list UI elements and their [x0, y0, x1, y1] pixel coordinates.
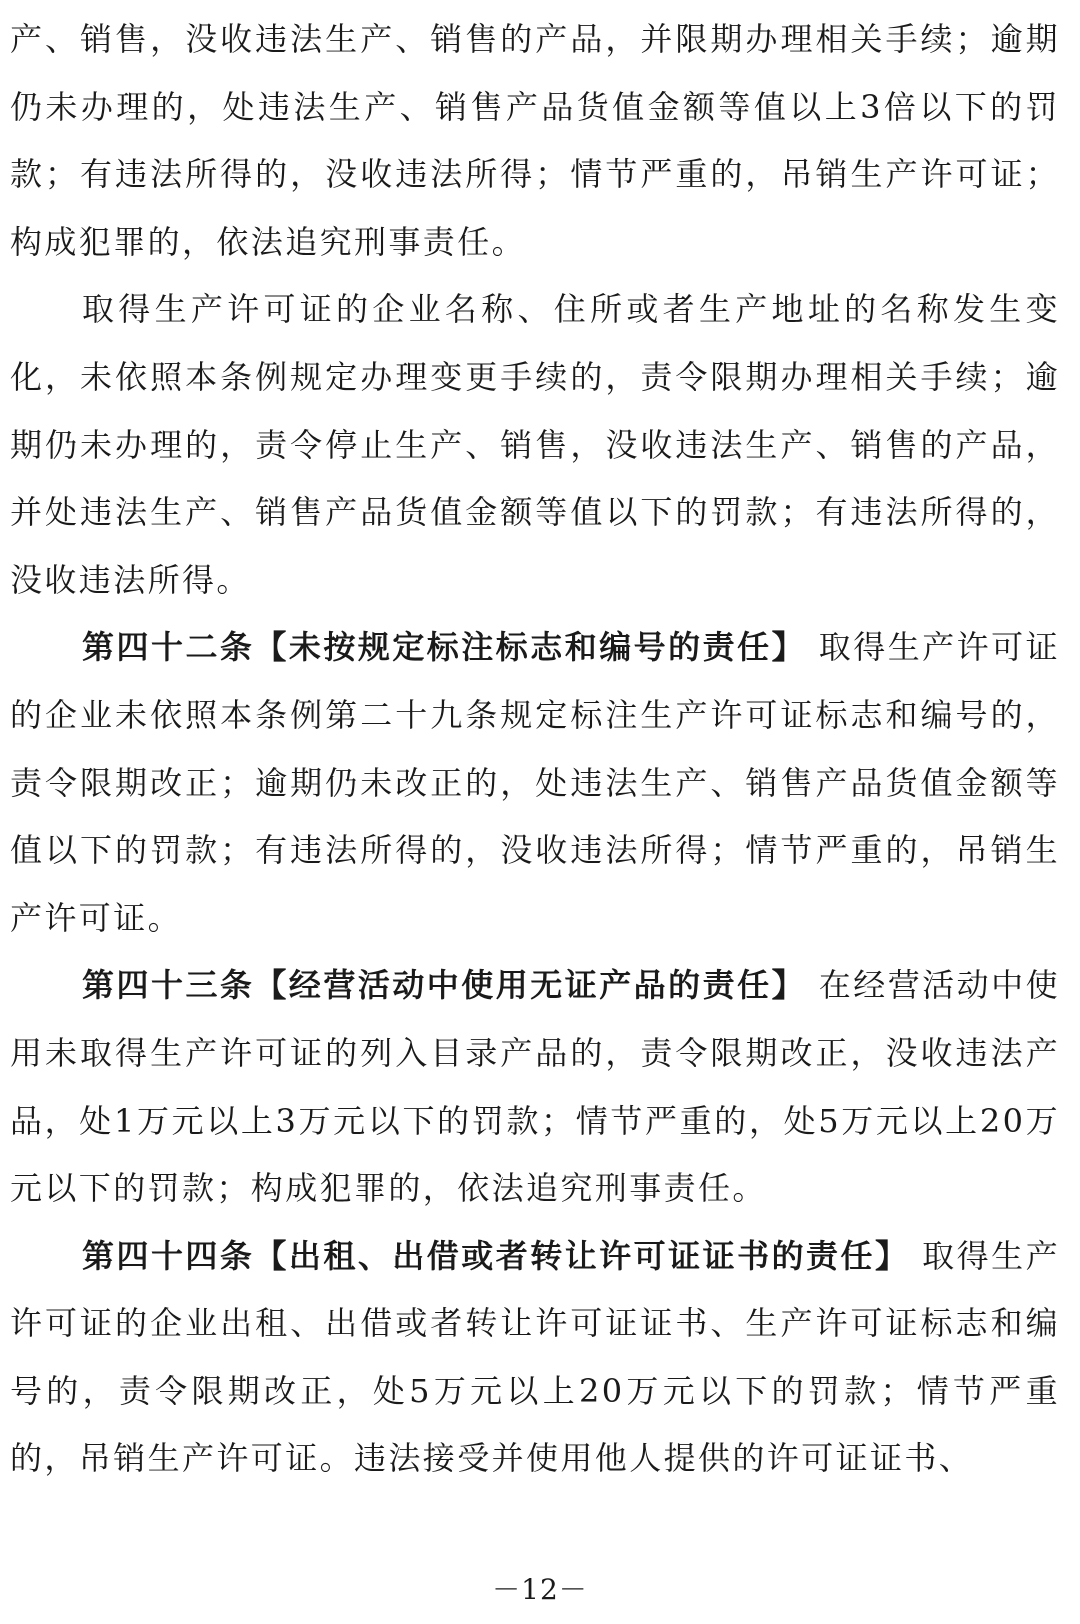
- article-heading: 第四十三条【经营活动中使用无证产品的责任】: [82, 966, 807, 1005]
- paragraph-name-change: [10, 276, 1060, 614]
- paragraph-text: 取得生产许可证的企业名称、住所或者生产地址的名称发生变化，未依照本条例规定办理变更手续的，责令限期办理相关手续；逾期仍未办理的，责令停止生产、销售，没收违法生产、销售的产品，并处违法生产、销售产品货值金额等值以下的罚款；有违法所得的，没收违法所得。: [10, 290, 1060, 599]
- document-page: [10, 0, 1060, 1493]
- paragraph-text: 产、销售，没收违法生产、销售的产品，并限期办理相关手续；逾期仍未办理的，处违法生产、销售产品货值金额等值以上3倍以下的罚款；有违法所得的，没收违法所得；情节严重的，吊销生产许可证；构成犯罪的，依法追究刑事责任。: [10, 20, 1060, 261]
- article-body: 在经营活动中使用未取得生产许可证的列入目录产品的，责令限期改正，没收违法产品，处1万元以上3万元以下的罚款；情节严重的，处5万元以上20万元以下的罚款；构成犯罪的，依法追究刑事责任。: [10, 966, 1061, 1208]
- article-43: [10, 952, 1060, 1222]
- page-number: －12－: [492, 1573, 588, 1606]
- article-44: [10, 1223, 1060, 1493]
- paragraph-continuation: [10, 6, 1060, 276]
- article-body: 取得生产许可证的企业出租、出借或者转让许可证证书、生产许可证标志和编号的，责令限期改正，处5万元以上20万元以下的罚款；情节严重的，吊销生产许可证。违法接受并使用他人提供的许可证证书、: [10, 1236, 1060, 1478]
- article-42: [10, 614, 1060, 952]
- article-heading: 第四十四条【出租、出借或者转让许可证证书的责任】: [82, 1236, 910, 1275]
- article-heading: 第四十二条【未按规定标注标志和编号的责任】: [82, 628, 807, 667]
- article-body: 取得生产许可证的企业未依照本条例第二十九条规定标注生产许可证标志和编号的，责令限期改正；逾期仍未改正的，处违法生产、销售产品货值金额等值以下的罚款；有违法所得的，没收违法所得；情节严重的，吊销生产许可证。: [10, 628, 1061, 937]
